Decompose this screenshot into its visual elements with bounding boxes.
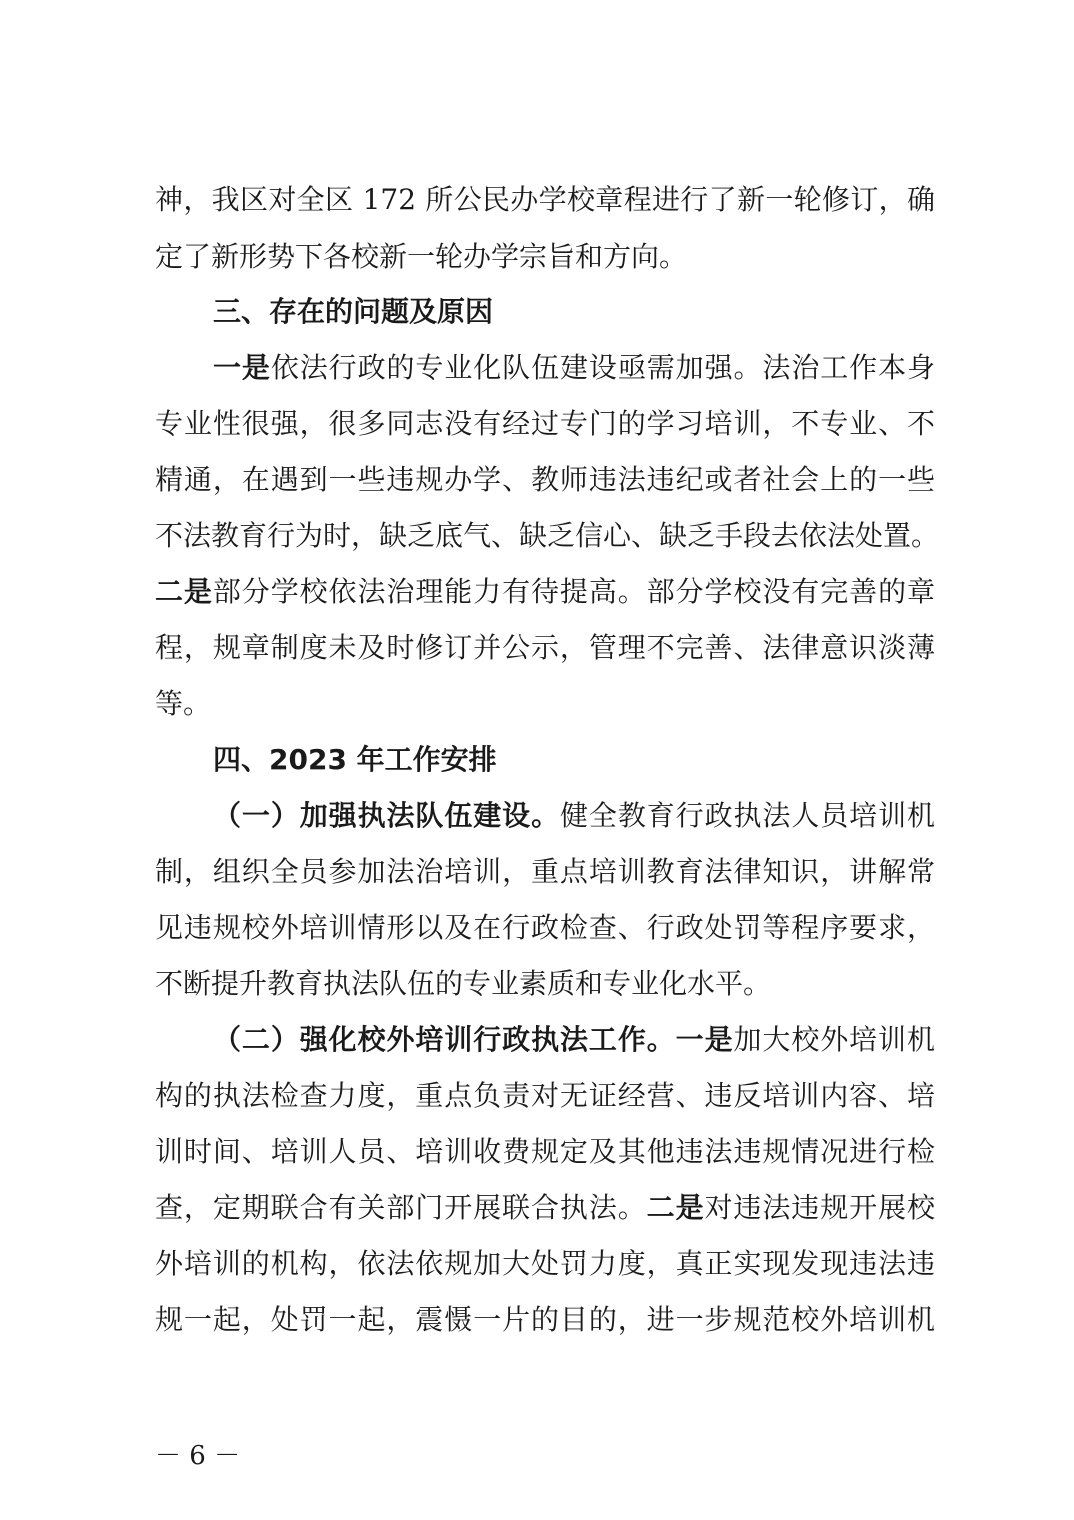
paragraph-line [155, 1068, 935, 1124]
bold-lead: 二是 [646, 1191, 705, 1224]
text-span: 制，组织全员参加法治培训，重点培训教育法律知识，讲解常 [155, 855, 935, 888]
paragraph-line [155, 844, 935, 900]
paragraph-line [213, 788, 935, 844]
text-span: 依法行政的专业化队伍建设亟需加强。法治工作本身 [270, 351, 935, 384]
heading-text: 四、2023 年工作安排 [213, 743, 497, 776]
section-heading-3 [213, 284, 935, 340]
paragraph-line [155, 564, 935, 620]
text-span: 健全教育行政执法人员培训机 [560, 799, 935, 832]
text-span: 构的执法检查力度，重点负责对无证经营、违反培训内容、培 [155, 1079, 935, 1112]
bold-lead: 一是 [213, 351, 271, 384]
paragraph-line [155, 452, 935, 508]
text-span: 规一起，处罚一起，震慑一片的目的，进一步规范校外培训机 [155, 1303, 935, 1336]
text-span: 外培训的机构，依法依规加大处罚力度，真正实现发现违法违 [155, 1247, 935, 1280]
paragraph-line [155, 956, 935, 1012]
page-number: － 6 － [155, 1441, 241, 1471]
paragraph-line [213, 1012, 935, 1068]
text-span: 训时间、培训人员、培训收费规定及其他违法违规情况进行检 [155, 1135, 935, 1168]
bold-lead: （一）加强执法队伍建设。 [213, 799, 560, 832]
text-span: 专业性很强，很多同志没有经过专门的学习培训，不专业、不 [155, 407, 935, 440]
heading-text: 三、存在的问题及原因 [213, 295, 494, 328]
paragraph-line [155, 620, 935, 676]
paragraph-line [155, 676, 935, 732]
text-span: 对违法违规开展校 [704, 1191, 935, 1224]
paragraph-line [155, 1124, 935, 1180]
paragraph-line [155, 1236, 935, 1292]
text-span: 神，我区对全区 172 所公民办学校章程进行了新一轮修订，确 [155, 183, 935, 216]
text-span: 定了新形势下各校新一轮办学宗旨和方向。 [155, 240, 688, 273]
paragraph-line [155, 396, 935, 452]
paragraph-line [155, 1292, 935, 1348]
text-span: 不法教育行为时，缺乏底气、缺乏信心、缺乏手段去依法处置。 [155, 519, 940, 552]
text-span: 不断提升教育执法队伍的专业素质和专业化水平。 [155, 967, 772, 1000]
text-span: 查，定期联合有关部门开展联合执法。 [155, 1191, 647, 1224]
text-span: 程，规章制度未及时修订并公示，管理不完善、法律意识淡薄 [155, 631, 935, 664]
section-heading-4 [213, 732, 935, 788]
text-span: 见违规校外培训情形以及在行政检查、行政处罚等程序要求， [155, 911, 935, 944]
text-span: 精通，在遇到一些违规办学、教师违法违纪或者社会上的一些 [155, 463, 935, 496]
paragraph-line [155, 508, 940, 564]
bold-lead: （二）强化校外培训行政执法工作。一是 [213, 1023, 734, 1056]
bold-lead: 二是 [155, 575, 213, 608]
text-span: 等。 [155, 687, 212, 720]
text-span: 加大校外培训机 [733, 1023, 935, 1056]
paragraph-line [155, 900, 935, 956]
paragraph-line [155, 1180, 935, 1236]
paragraph-line [155, 229, 935, 285]
paragraph-line [213, 340, 935, 396]
paragraph-line [155, 172, 935, 228]
text-span: 部分学校依法治理能力有待提高。部分学校没有完善的章 [212, 575, 935, 608]
